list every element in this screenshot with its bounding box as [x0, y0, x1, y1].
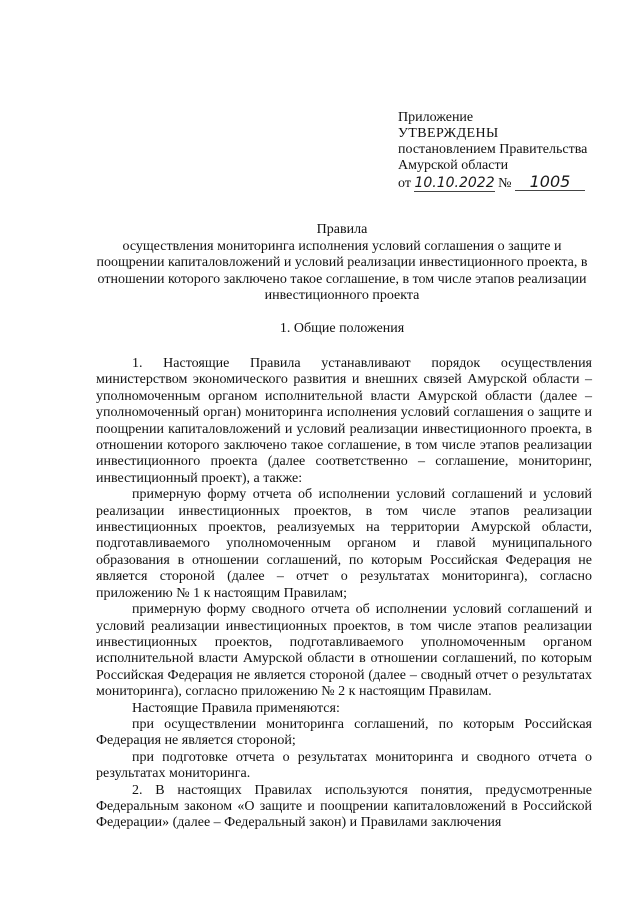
approval-region: Амурской области — [398, 158, 509, 173]
title-heading: Правила — [316, 222, 368, 237]
paragraph-5: при осуществлении мониторинга соглашений, по которым Российская Федерация не является стороной; — [96, 716, 592, 749]
title-subtitle: осуществления мониторинга исполнения условий соглашения о защите и поощрении капиталовложений и условий реализации инвестиционного проекта, в отношении которого заключено такое соглашение, в том числе этапов реализации инвестиционного проекта — [96, 238, 588, 303]
date-prefix: от — [398, 176, 411, 191]
document-body — [96, 356, 592, 832]
document-title — [96, 222, 588, 305]
approval-appendix: Приложение — [398, 110, 474, 125]
paragraph-7: 2. В настоящих Правилах используются понятия, предусмотренные Федеральным законом «О защите и поощрении капиталовложений в Российской Федерации» (далее – Федеральный закон) и Правилами заключения — [96, 782, 592, 831]
section-heading: 1. Общие положения — [279, 321, 405, 336]
handwritten-number: 1005 — [515, 174, 585, 191]
handwritten-date: 10.10.2022 — [414, 175, 495, 191]
approval-stamp — [398, 110, 608, 192]
paragraph-2: примерную форму отчета об исполнении условий соглашений и условий реализации инвестиционных проектов, в том числе этапов реализации инвестиционных проектов, реализуемых на территории Амурской области, подготавливаемого уполномоченным органом и главой муниципального образования в отношении соглашений, по которым Российская Федерация не является стороной (далее – отчет о результатах мониторинга), согласно приложению № 1 к настоящим Правилам; — [96, 487, 592, 601]
number-prefix: № — [498, 176, 512, 191]
approval-approved: УТВЕРЖДЕНЫ — [398, 126, 499, 141]
approval-date-line — [398, 174, 608, 192]
paragraph-3: примерную форму сводного отчета об исполнении условий соглашений и условий реализации инвестиционных проектов, в том числе этапов реализации инвестиционных проектов, подготавливаемого уполномоченным органом исполнительной власти Амурской области в отношении соглашений, по которым Российская Федерация не является стороной (далее – сводный отчет о результатах мониторинга), согласно приложению № 2 к настоящим Правилам. — [96, 602, 592, 700]
paragraph-4: Настоящие Правила применяются: — [132, 700, 340, 716]
approval-decree: постановлением Правительства — [398, 142, 588, 157]
paragraph-6: при подготовке отчета о результатах мониторинга и сводного отчета о результатах мониторинга. — [96, 749, 592, 782]
paragraph-1: 1. Настоящие Правила устанавливают порядок осуществления министерством экономического развития и внешних связей Амурской области – уполномоченным органом исполнительной власти Амурской области (далее – уполномоченный орган) мониторинга исполнения условий соглашения о защите и поощрении капиталовложений и условий реализации инвестиционного проекта, в отношении которого заключено такое соглашение, в том числе этапов реализации инвестиционного проекта (далее соответственно – соглашение, мониторинг, инвестиционный проект), а также: — [96, 356, 592, 486]
